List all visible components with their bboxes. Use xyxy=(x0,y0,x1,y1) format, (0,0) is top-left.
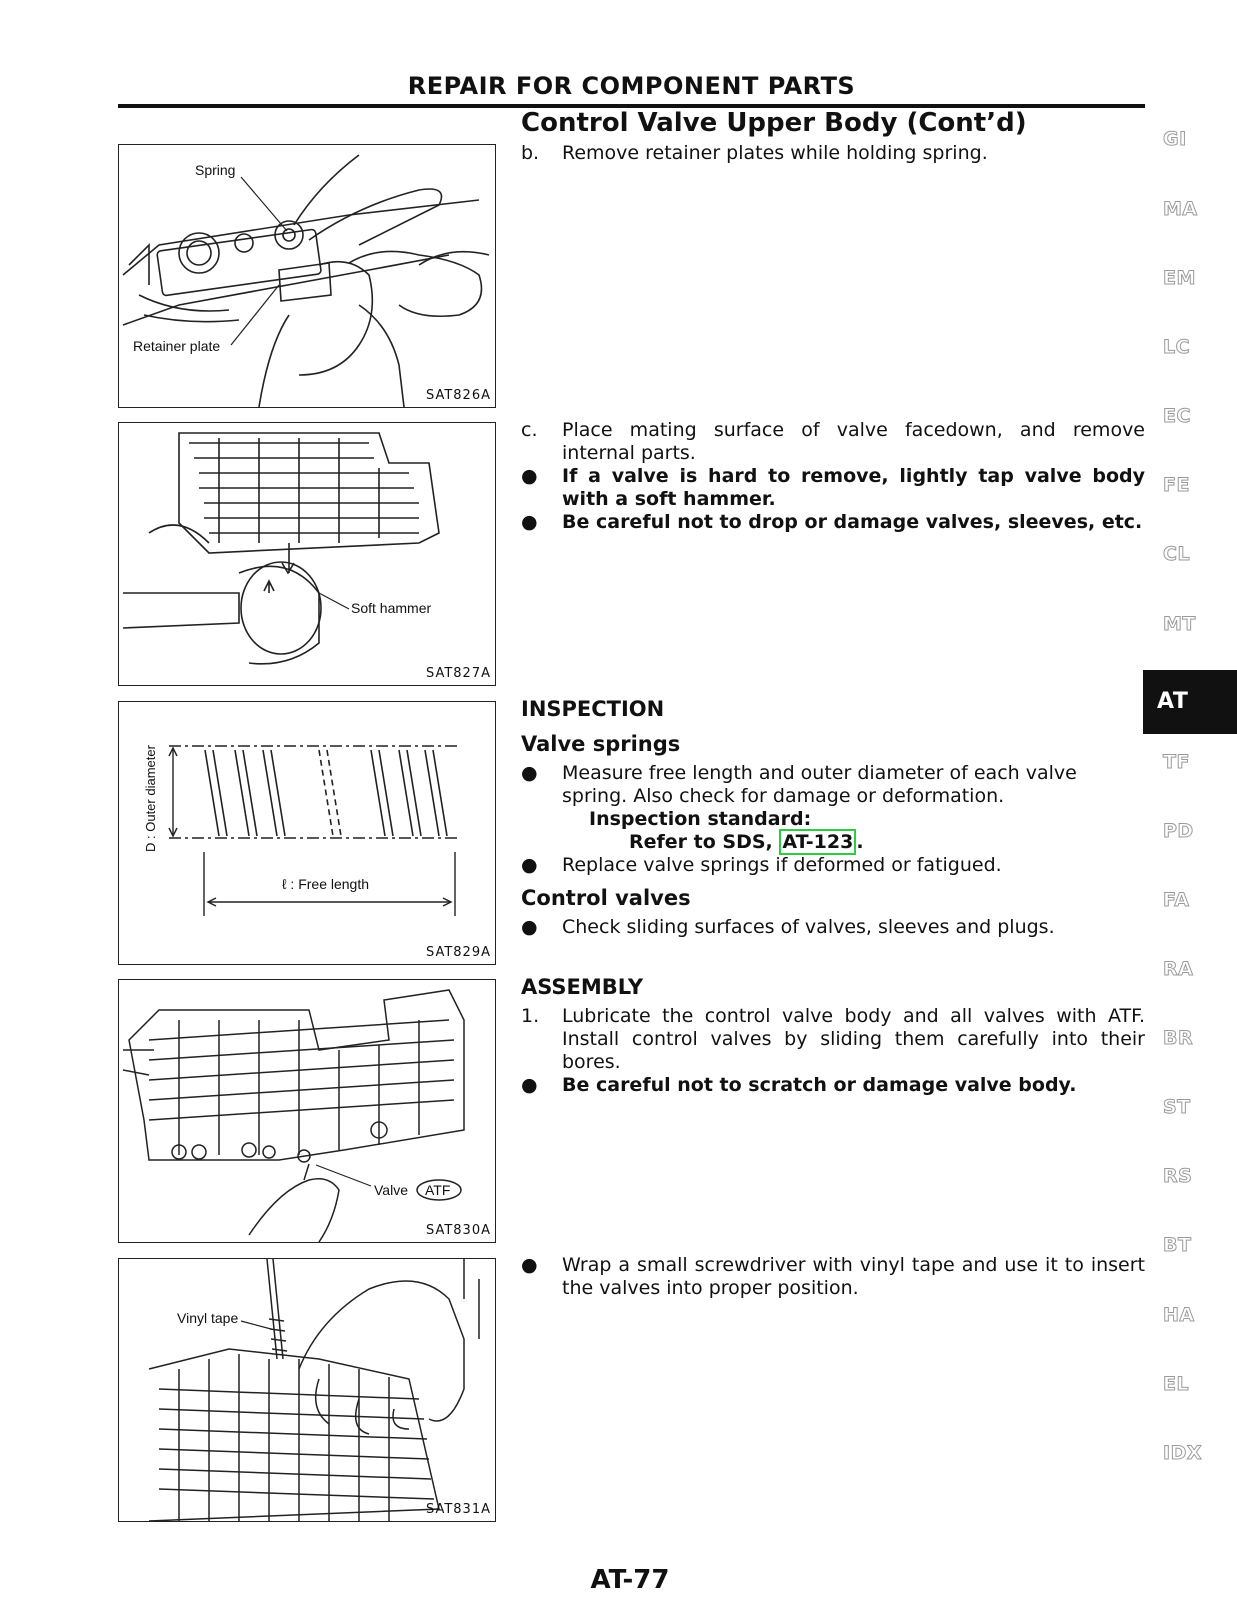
tab-mt[interactable]: MT xyxy=(1163,613,1196,635)
valve-spring-dimensions xyxy=(119,702,495,964)
tab-ec[interactable]: EC xyxy=(1163,405,1191,427)
step-c-bullet-careful: Be careful not to drop or damage valves, sleeves, etc. xyxy=(562,511,1143,533)
refer-to-sds xyxy=(521,831,1145,854)
figure-code: SAT827A xyxy=(425,666,491,681)
figure-code: SAT831A xyxy=(425,1502,491,1517)
bullet: ● xyxy=(521,854,538,876)
section-title: Control Valve Upper Body (Cont’d) xyxy=(521,108,1027,138)
figure-code: SAT826A xyxy=(425,388,491,403)
link-at-123[interactable]: AT-123 xyxy=(779,829,856,855)
tab-pd[interactable]: PD xyxy=(1163,820,1194,842)
tab-fe[interactable]: FE xyxy=(1163,474,1190,496)
refer-end: . xyxy=(856,831,864,853)
springs-measure-text: Measure free length and outer diameter of each valve spring. Also check for damage or deformation. xyxy=(562,762,1077,807)
inspection-standard-label: Inspection standard: xyxy=(589,808,812,830)
valves-check-text: Check sliding surfaces of valves, sleeves and plugs. xyxy=(562,916,1055,938)
assembly-heading: ASSEMBLY xyxy=(521,975,644,999)
refer-text: Refer to SDS, xyxy=(629,831,780,853)
tab-tf[interactable]: TF xyxy=(1163,751,1190,773)
bullet: ● xyxy=(521,1254,538,1276)
inspection-section xyxy=(521,698,1145,939)
wrap-screwdriver-text: Wrap a small screwdriver with vinyl tape and use it to insert the valves into proper position. xyxy=(562,1254,1145,1299)
label-soft-hammer: Soft hammer xyxy=(351,600,432,616)
tab-rs[interactable]: RS xyxy=(1163,1165,1193,1187)
figure-sat830a xyxy=(118,979,496,1243)
figure-sat827a xyxy=(118,422,496,686)
bullet: ● xyxy=(521,916,538,938)
tab-ma[interactable]: MA xyxy=(1163,198,1198,220)
bullet: ● xyxy=(521,1074,538,1096)
soft-hammer-illustration xyxy=(119,423,495,685)
step-c xyxy=(521,419,1145,534)
valve-install-illustration xyxy=(119,980,495,1242)
step-c-text: Place mating surface of valve facedown, and remove internal parts. xyxy=(562,419,1145,464)
bullet: ● xyxy=(521,511,538,533)
springs-replace-text: Replace valve springs if deformed or fatigued. xyxy=(562,854,1002,876)
retainer-plate-illustration xyxy=(119,145,495,407)
tab-ra[interactable]: RA xyxy=(1163,958,1194,980)
valve-springs-heading: Valve springs xyxy=(521,732,681,756)
control-valves-heading: Control valves xyxy=(521,886,691,910)
label-retainer-plate: Retainer plate xyxy=(133,338,221,354)
vinyl-tape-illustration xyxy=(119,1259,495,1521)
step-marker: c. xyxy=(521,419,538,441)
step-b xyxy=(521,142,1145,165)
figure-code: SAT830A xyxy=(425,1223,491,1238)
tab-br[interactable]: BR xyxy=(1163,1027,1194,1049)
assembly-section xyxy=(521,976,1145,1097)
bullet: ● xyxy=(521,762,538,784)
figure-sat829a xyxy=(118,701,496,965)
wrap-screwdriver-step xyxy=(521,1254,1145,1300)
step-marker: b. xyxy=(521,142,540,164)
assembly-careful-text: Be careful not to scratch or damage valve body. xyxy=(562,1074,1077,1096)
page-header: REPAIR FOR COMPONENT PARTS xyxy=(407,72,856,100)
tab-st[interactable]: ST xyxy=(1163,1096,1191,1118)
inspection-heading: INSPECTION xyxy=(521,697,665,721)
tab-lc[interactable]: LC xyxy=(1163,336,1191,358)
figure-sat826a xyxy=(118,144,496,408)
tab-gi[interactable]: GI xyxy=(1163,128,1187,150)
figure-sat831a xyxy=(118,1258,496,1522)
tab-ha[interactable]: HA xyxy=(1163,1304,1195,1326)
label-spring: Spring xyxy=(195,162,236,178)
tab-at-active[interactable]: AT xyxy=(1143,670,1237,734)
figure-code: SAT829A xyxy=(425,945,491,960)
tab-em[interactable]: EM xyxy=(1163,267,1196,289)
tab-el[interactable]: EL xyxy=(1163,1373,1190,1395)
tab-idx[interactable]: IDX xyxy=(1163,1442,1202,1464)
assembly-step1-text: Lubricate the control valve body and all valves with ATF. Install control valves by sliding them carefully into their bores. xyxy=(562,1005,1145,1073)
step-marker: 1. xyxy=(521,1005,540,1027)
label-atf: ATF xyxy=(425,1182,451,1198)
tab-bt[interactable]: BT xyxy=(1163,1234,1192,1256)
label-outer-diameter: D : Outer diameter xyxy=(143,745,158,852)
label-free-length: ℓ : Free length xyxy=(282,876,370,892)
label-vinyl-tape: Vinyl tape xyxy=(177,1310,239,1326)
tab-cl[interactable]: CL xyxy=(1163,543,1191,565)
label-valve: Valve xyxy=(374,1182,408,1198)
bullet: ● xyxy=(521,465,538,487)
step-b-text: Remove retainer plates while holding spring. xyxy=(562,142,988,164)
page-number: AT-77 xyxy=(590,1565,670,1595)
tab-fa[interactable]: FA xyxy=(1163,889,1190,911)
step-c-bullet-hammer: If a valve is hard to remove, lightly tap valve body with a soft hammer. xyxy=(562,465,1145,510)
